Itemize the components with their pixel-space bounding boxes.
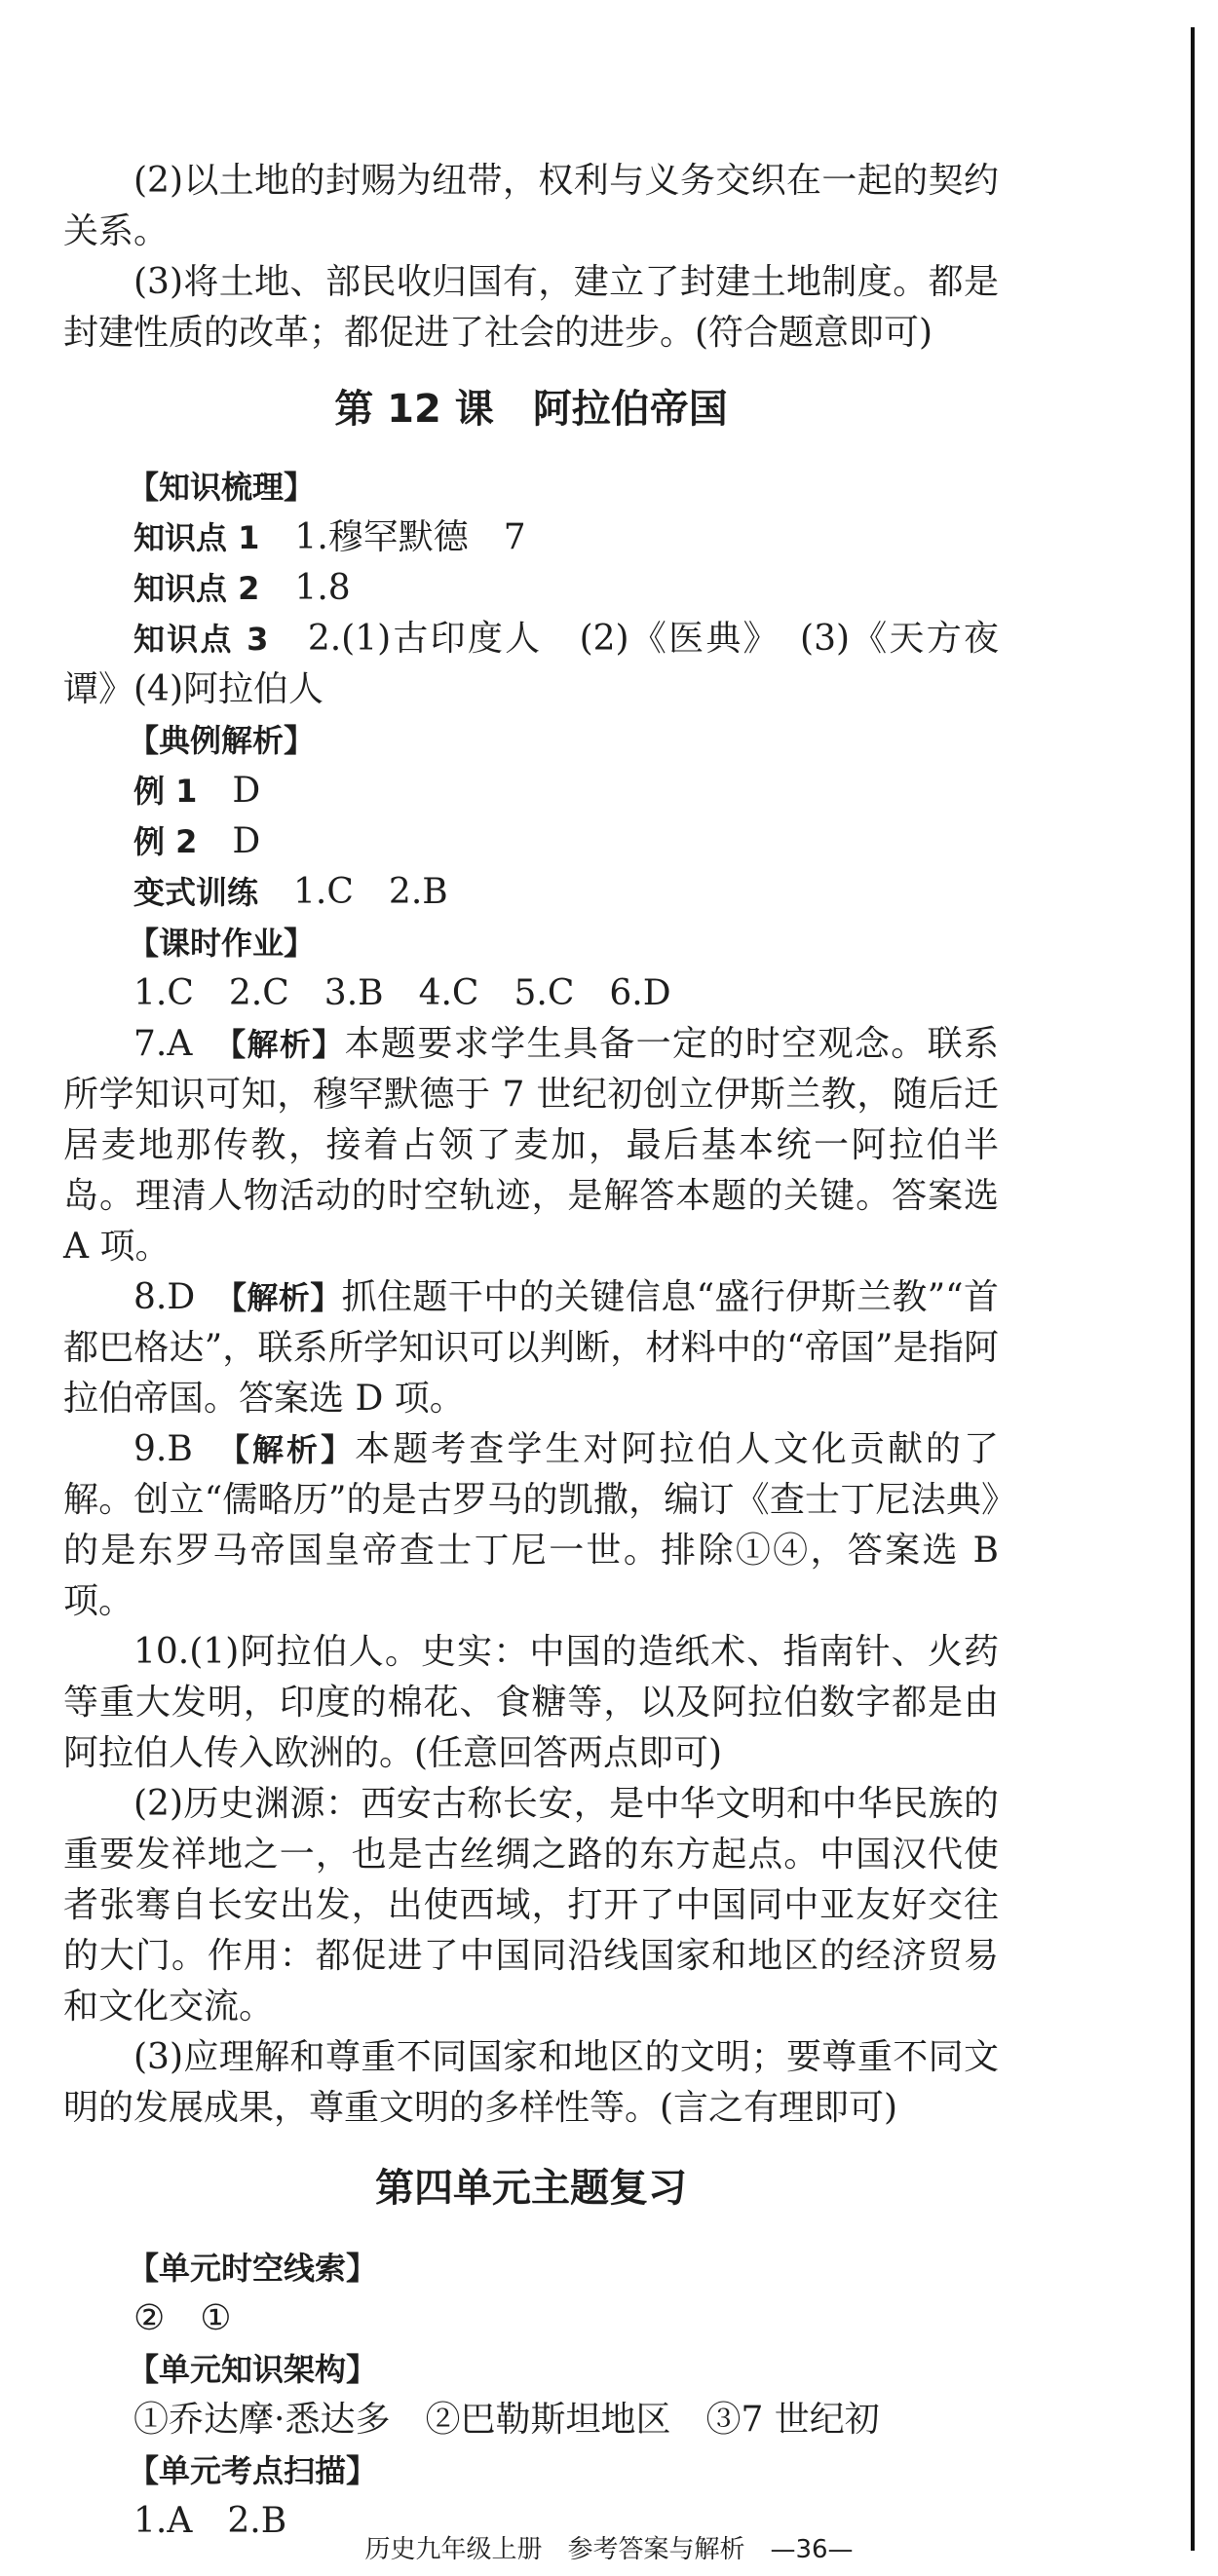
knowledge-point-answer: 2.(1)古印度人 (2)《医典》 (3)《天方夜谭》(4)阿拉伯人 [63,619,999,709]
unit-review-title: 第四单元主题复习 [375,2166,687,2211]
analysis-tag: 【解析】 [230,1026,345,1063]
question-10-part-1: 10.(1)阿拉伯人。史实：中国的造纸术、指南针、火药等重大发明，印度的棉花、食糖等，以及阿拉伯数字都是由阿拉伯人传入欧洲的。(任意回答两点即可) [63,1632,999,1773]
homework-answers: 1.C 2.C 3.B 4.C 5.C 6.D [133,973,671,1013]
scan-answer: 1.A 2.B [133,2501,287,2541]
knowledge-point-answer: 1.8 [259,568,351,608]
question-number: 8.D [133,1277,232,1317]
answer-paragraph: (3)将土地、部民收归国有，建立了封建土地制度。都是封建性质的改革；都促进了社会的进步。(符合题意即可) [63,262,999,353]
example-answer: D [197,771,261,811]
section-header-scan: 【单元考点扫描】 [128,2452,378,2489]
page-edge-line [1191,27,1195,2551]
knowledge-point-label: 知识点 3 [133,621,269,658]
example-label: 例 1 [133,773,198,810]
example-2 [63,816,999,867]
knowledge-point-3 [63,614,999,715]
variant-label: 变式训练 [133,874,259,911]
knowledge-point-label: 知识点 1 [133,519,260,556]
knowledge-point-answer: 1.穆罕默德 7 [259,517,526,557]
example-1 [63,766,999,816]
analysis-tag: 【解析】 [231,1279,342,1316]
timeline-answer: ② ① [133,2298,232,2338]
analysis-text: 本题要求学生具备一定的时空观念。联系所学知识可知，穆罕默德于 7 世纪初创立伊斯兰教，随后迁居麦地那传教，接着占领了麦加，最后基本统一阿拉伯半岛。理清人物活动的时空轨迹，是解答本题的关键。答案选 A 项。 [63,1024,999,1267]
lesson-title: 第 12 课 阿拉伯帝国 [334,387,728,432]
variant-answer: 1.C 2.B [258,872,448,912]
section-header-timeline: 【单元时空线索】 [128,2250,378,2287]
example-answer: D [197,821,261,861]
question-10-part-2: (2)历史渊源：西安古称长安，是中华文明和中华民族的重要发祥地之一，也是古丝绸之路的东方起点。中国汉代使者张骞自长安出发，出使西域，打开了中国同中亚友好交往的大门。作用：都促进了中国同沿线国家和地区的经济贸易和文化交流。 [63,1784,999,2027]
answer-page [63,156,999,2547]
section-header-framework: 【单元知识架构】 [128,2351,378,2388]
question-number: 9.B [133,1429,234,1469]
section-header-homework: 【课时作业】 [128,925,316,962]
question-number: 7.A [133,1024,231,1064]
knowledge-point-2 [63,563,999,614]
framework-answer: ①乔达摩·悉达多 ②巴勒斯坦地区 ③7 世纪初 [133,2400,880,2440]
variant-training [63,867,999,918]
question-9 [63,1424,999,1627]
section-header-knowledge: 【知识梳理】 [128,469,316,506]
example-label: 例 2 [133,823,198,860]
question-10-part-3: (3)应理解和尊重不同国家和地区的文明；要尊重不同文明的发展成果，尊重文明的多样性等。(言之有理即可) [63,2037,999,2128]
question-7 [63,1019,999,1272]
analysis-text: 本题考查学生对阿拉伯人文化贡献的了解。创立“儒略历”的是古罗马的凯撒，编订《查士丁尼法典》的是东罗马帝国皇帝查士丁尼一世。排除①④，答案选 B 项。 [63,1429,999,1621]
analysis-tag: 【解析】 [233,1431,356,1468]
section-header-examples: 【典例解析】 [128,722,316,759]
knowledge-point-1 [63,512,999,563]
page-footer: 历史九年级上册 参考答案与解析 —36— [364,2535,854,2564]
answer-paragraph: (2)以土地的封赐为纽带，权利与义务交织在一起的契约关系。 [63,161,999,251]
question-8 [63,1272,999,1424]
analysis-text: 抓住题干中的关键信息“盛行伊斯兰教”“首都巴格达”，联系所学知识可以判断，材料中的“帝国”是指阿拉伯帝国。答案选 D 项。 [63,1277,999,1419]
knowledge-point-label: 知识点 2 [133,570,260,607]
